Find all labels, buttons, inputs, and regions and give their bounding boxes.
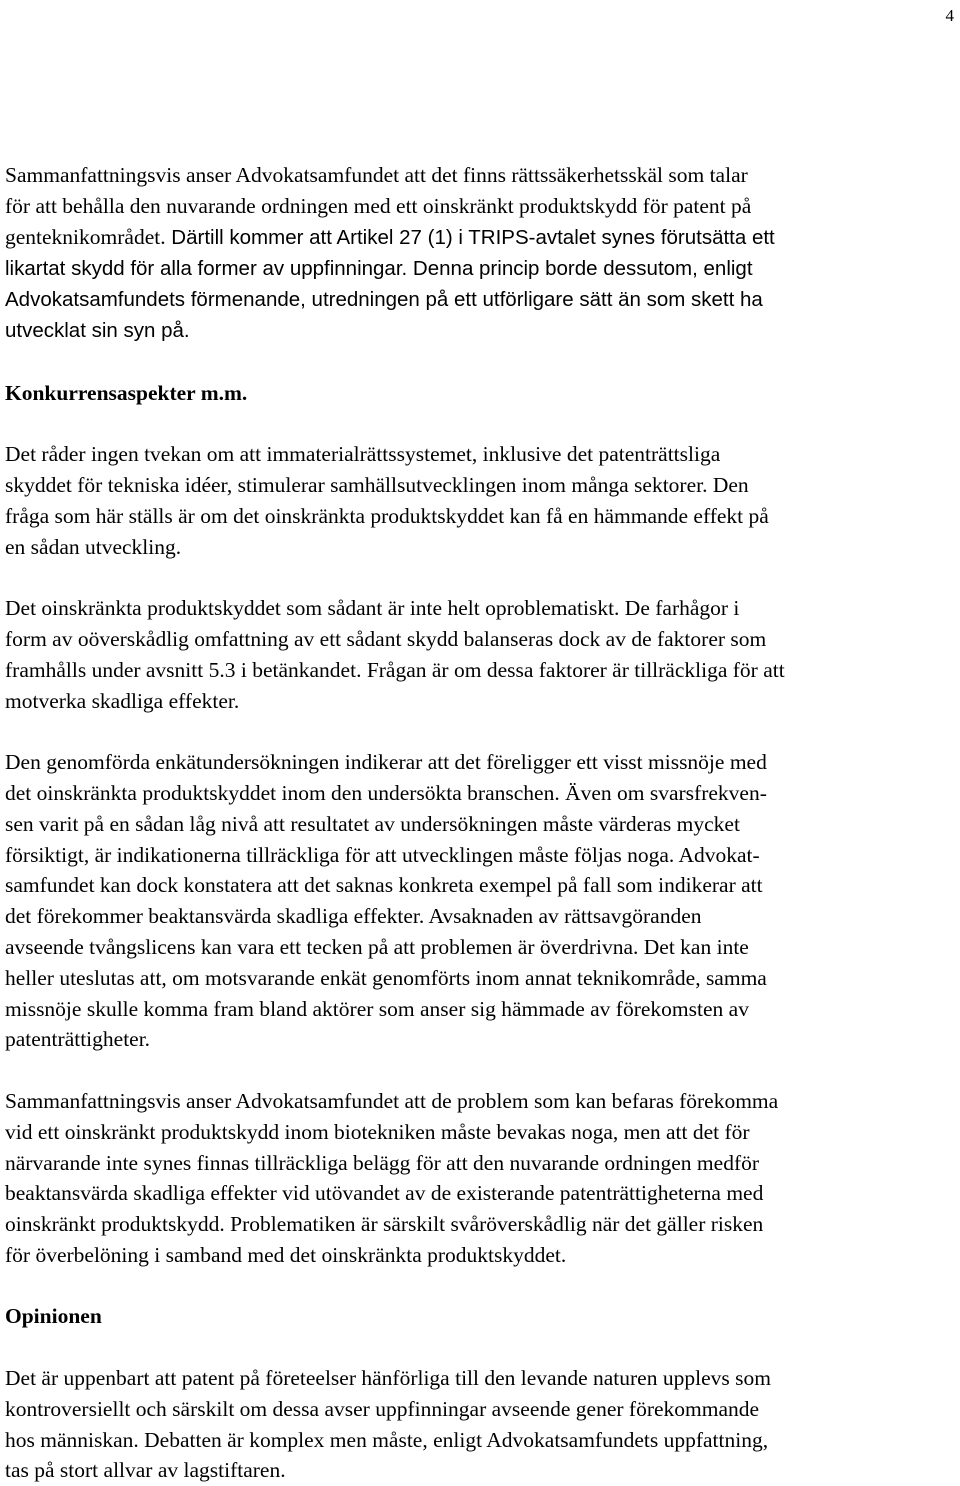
text-line [5, 253, 957, 285]
text-line: Det råder ingen tvekan om att immaterialrättssystemet, inklusive det patenträttsliga [5, 442, 721, 467]
text-line: för att behålla den nuvarande ordningen med ett oinskränkt produktskydd för patent på [5, 193, 752, 218]
text-line: motverka skadliga effekter. [5, 688, 240, 713]
text-line: närvarande inte synes finnas tillräckliga belägg för att den nuvarande ordningen medför [5, 1150, 760, 1175]
text-line: Advokatsamfundets förmenande, utredningen på ett utförligare sätt än som skett ha [5, 288, 763, 312]
text-line: patenträttigheter. [5, 1027, 151, 1052]
text-line: Det är uppenbart att patent på företeelser hänförliga till den levande naturen upplevs som [5, 1366, 771, 1391]
document-body [5, 160, 957, 1486]
text-line: en sådan utveckling. [5, 534, 182, 559]
paragraph-summary-patent [5, 160, 957, 347]
paragraph-immaterial [5, 439, 957, 562]
text-line: missnöje skulle komma fram bland aktörer som anser sig hämmade av förekomsten av [5, 996, 749, 1021]
text-line: tas på stort allvar av lagstiftaren. [5, 1458, 286, 1483]
text-line: samfundet kan dock konstatera att det saknas konkreta exempel på fall som indikerar att [5, 873, 763, 898]
section-heading-konkurrens: Konkurrensaspekter m.m. [5, 380, 248, 405]
page-number: 4 [945, 6, 954, 25]
text-line: Den genomförda enkätundersökningen indikerar att det föreligger ett visst missnöje med [5, 750, 767, 775]
text-line: avseende tvångslicens kan vara ett tecken på att problemen är överdrivna. Det kan inte [5, 934, 749, 959]
text-line: oinskränkt produktskydd. Problematiken är särskilt svåröverskådlig när det gäller risken [5, 1212, 764, 1237]
text-line [5, 222, 957, 254]
text-line: heller uteslutas att, om motsvarande enkät genomförts inom annat teknikområde, samma [5, 965, 767, 990]
text-line: Sammanfattningsvis anser Advokatsamfundet att de problem som kan befaras förekomma [5, 1088, 779, 1113]
text-line: framhålls under avsnitt 5.3 i betänkandet. Frågan är om dessa faktorer är tillräckliga för att [5, 657, 785, 682]
paragraph-produktskydd [5, 593, 957, 716]
paragraph-opinion [5, 1363, 957, 1486]
paragraph-enkat [5, 747, 957, 1055]
text-line: försiktigt, är indikationerna tillräckliga för att utvecklingen måste följas noga. Advokat- [5, 842, 760, 867]
text-line: det oinskränkta produktskyddet inom den undersökta branschen. Även om svarsfrekven- [5, 780, 767, 805]
text-line: vid ett oinskränkt produktskydd inom biotekniken måste bevakas noga, men att det för [5, 1119, 750, 1144]
text-line: för överbelöning i samband med det oinskränkta produktskyddet. [5, 1242, 567, 1267]
text-line: beaktansvärda skadliga effekter vid utövandet av de existerande patenträttigheterna med [5, 1181, 764, 1206]
text-line: skyddet för tekniska idéer, stimulerar samhällsutvecklingen inom många sektorer. Den [5, 472, 749, 497]
text-line: Sammanfattningsvis anser Advokatsamfundet att det finns rättssäkerhetsskäl som talar [5, 163, 748, 187]
paragraph-summary-biotech [5, 1086, 957, 1271]
section-heading-opinionen: Opinionen [5, 1304, 102, 1329]
text-fragment: Därtill kommer att Artikel 27 (1) i TRIPS-avtalet synes förutsätta ett [165, 225, 775, 249]
text-line: sen varit på en sådan låg nivå att resultatet av undersökningen måste värderas mycket [5, 811, 740, 836]
text-fragment: Denna princip borde dessutom, enligt [407, 257, 753, 281]
text-line: kontroversiellt och särskilt om dessa avser uppfinningar avseende gener förekommande [5, 1396, 760, 1421]
text-line: Det oinskränkta produktskyddet som sådant är inte helt oproblematiskt. De farhågor i [5, 596, 740, 621]
text-line: utvecklat sin syn på. [5, 318, 190, 342]
text-line: hos människan. Debatten är komplex men måste, enligt Advokatsamfundets uppfattning, [5, 1427, 769, 1452]
text-line: fråga som här ställs är om det oinskränkta produktskyddet kan få en hämmande effekt på [5, 503, 769, 528]
text-line: det förekommer beaktansvärda skadliga effekter. Avsaknaden av rättsavgöranden [5, 904, 702, 929]
text-fragment: likartat skydd för alla former av uppfinningar. [5, 257, 408, 281]
text-fragment: genteknikområdet. [5, 224, 166, 249]
text-line: form av oöverskådlig omfattning av ett sådant skydd balanseras dock av de faktorer som [5, 626, 767, 651]
